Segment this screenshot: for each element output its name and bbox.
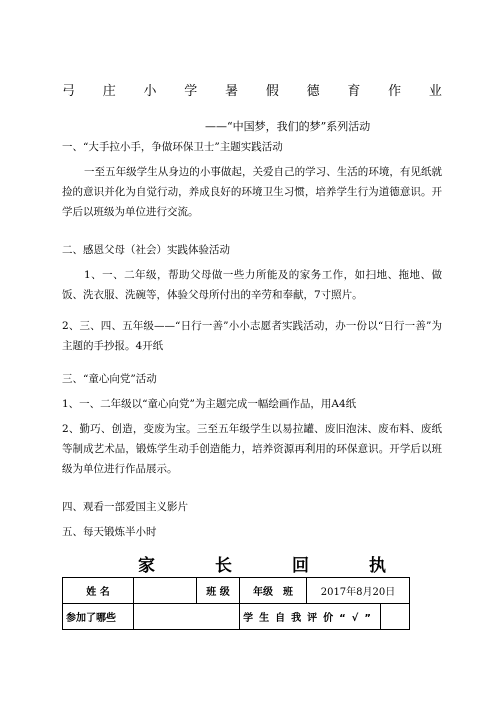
section-3-item-2: 2、勤巧、创造，变废为宝。三至五年级学生以易拉罐、废旧泡沫、废布料、废纸等制成艺术品，锻炼学生动手创造能力，培养资源再利用的环保意识。开学后以班级为单位进行作品展示。 [62, 423, 442, 475]
receipt-title-char: 执 [369, 556, 386, 576]
title-char: 作 [388, 84, 402, 99]
section-4-heading: 四、观看一部爱国主义影片 [62, 501, 188, 513]
receipt-title-char: 回 [292, 556, 309, 576]
section-2-item-2: 2、三、四、五年级——“日行一善”小小志愿者实践活动，办一份以“日行一善”为主题的手抄报。4开纸 [62, 320, 442, 352]
section-1-heading: 一、“大手拉小手，争做环保卫士”主题实践活动 [62, 141, 283, 153]
class-label: 班 级 [197, 578, 240, 604]
document-subtitle: ——“中国梦，我们的梦”系列活动 [205, 120, 371, 133]
self-evaluation-field[interactable] [381, 604, 410, 630]
title-char: 暑 [225, 84, 239, 99]
grade-class-field[interactable]: 年级 班 [240, 578, 307, 604]
section-2-item-1: 1、一、二年级，帮助父母做一些力所能及的家务工作，如扫地、拖地、做饭、洗衣服、洗碗等，体验父母所付出的辛劳和奉献，7寸照片。 [62, 269, 442, 301]
parent-receipt-form [62, 577, 410, 630]
section-1-body: 一至五年级学生从身边的小事做起，关爱自己的学习、生活的环境，有见纸就捡的意识并化为自觉行动，养成良好的环境卫生习惯，培养学生行为道德意识。开学后以班级为单位进行交流。 [62, 166, 442, 218]
title-char: 小 [143, 84, 157, 99]
title-char: 假 [265, 84, 279, 99]
parent-receipt-title [138, 551, 386, 576]
title-char: 学 [184, 84, 198, 99]
title-char: 弓 [62, 84, 76, 99]
title-char: 庄 [102, 84, 116, 99]
section-5-heading: 五、每天锻炼半小时 [62, 526, 157, 538]
receipt-title-char: 长 [215, 556, 232, 576]
joined-activities-field[interactable] [134, 604, 240, 630]
date-field: 2017年8月20日 [307, 578, 410, 604]
document-title [62, 80, 442, 99]
receipt-title-char: 家 [138, 556, 155, 576]
section-2-heading: 二、感恩父母（社会）实践体验活动 [62, 244, 230, 256]
form-row-1 [63, 578, 410, 604]
section-3-item-1: 1、一、二年级以“童心向党”为主题完成一幅绘画作品，用A4纸 [62, 398, 357, 410]
form-row-2 [63, 604, 410, 630]
name-label: 姓 名 [63, 578, 134, 604]
section-3-heading: 三、“童心向党”活动 [62, 373, 157, 385]
title-char: 德 [306, 84, 320, 99]
name-field[interactable] [134, 578, 197, 604]
joined-activities-label: 参加了哪些 [63, 604, 134, 630]
title-char: 业 [428, 84, 442, 99]
self-evaluation-label: 学生自我评价“√” [240, 604, 381, 630]
title-char: 育 [347, 84, 361, 99]
